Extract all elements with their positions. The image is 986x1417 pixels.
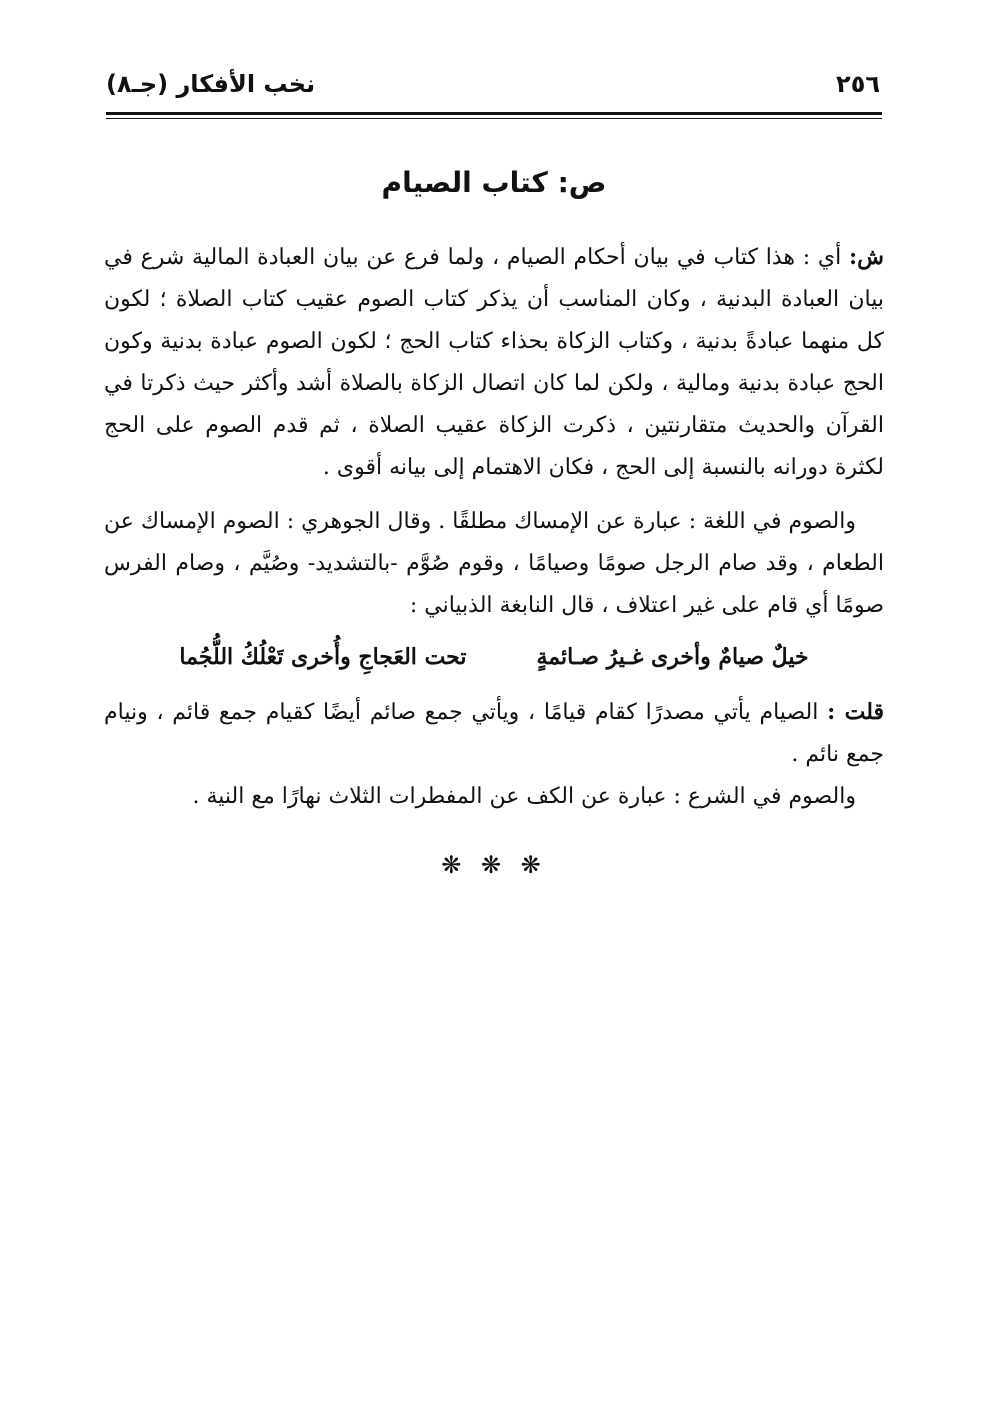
definition-paragraph: والصوم في الشرع : عبارة عن الكف عن المفطرات الثلاث نهارًا مع النية . bbox=[192, 784, 856, 809]
note-marker: قلت : bbox=[827, 699, 884, 725]
note-paragraph bbox=[104, 691, 884, 776]
running-title: نخب الأفكار (جـ٨) bbox=[106, 70, 316, 98]
poetry-verse bbox=[104, 635, 884, 679]
commentary-marker: ش: bbox=[849, 244, 884, 270]
page-header bbox=[106, 70, 882, 106]
header-rule bbox=[106, 112, 882, 115]
chapter-title: ص: كتاب الصيام bbox=[381, 166, 607, 199]
verse-hemistich-first: خيلٌ صيامٌ وأخرى غـيرُ صـائمةٍ bbox=[536, 644, 809, 670]
note-text: الصيام يأتي مصدرًا كقام قيامًا ، ويأتي جمع صائم أيضًا كقيام جمع قائم ، ونيام جمع نائم . bbox=[104, 700, 884, 767]
verse-hemistich-second: تحت العَجاجِ وأُخرى تَعْلُكُ اللُّجُما bbox=[179, 644, 467, 670]
page-number: ٢٥٦ bbox=[836, 70, 880, 98]
commentary-text: أي : هذا كتاب في بيان أحكام الصيام ، ولما فرع عن بيان العبادة المالية شرع في بيان العبادة البدنية ، وكان المناسب أن يذكر كتاب الصوم عقيب كتاب الصلاة ؛ لكون كل منهما عبادةً بدنية ، وكتاب الزكاة بحذاء كتاب الحج ؛ لكون الصوم عبادة بدنية وكون الحج عبادة بدنية ومالية ، ولكن لما كان اتصال الزكاة بالصلاة أشد وأكثر حيث ذكرتا في القرآن والحديث متقارنتين ، ذكرت الزكاة عقيب الصلاة ، ثم قدم الصوم على الحج لكثرة دورانه بالنسبة إلى الحج ، فكان الاهتمام إلى بيانه أقوى . bbox=[104, 245, 884, 480]
commentary-paragraph bbox=[104, 236, 884, 489]
section-separator: ❋ ❋ ❋ bbox=[441, 851, 547, 879]
body-text bbox=[104, 236, 884, 886]
header-rule-thin bbox=[106, 118, 882, 119]
lexical-paragraph: والصوم في اللغة : عبارة عن الإمساك مطلقًا . وقال الجوهري : الصوم الإمساك عن الطعام ، وقد صام الرجل صومًا وصيامًا ، وقوم صُوَّم -بالتشديد- وصُيَّم ، وصام الفرس صومًا أي قام على غير اعتلاف ، قال النابغة الذبياني : bbox=[104, 509, 884, 618]
